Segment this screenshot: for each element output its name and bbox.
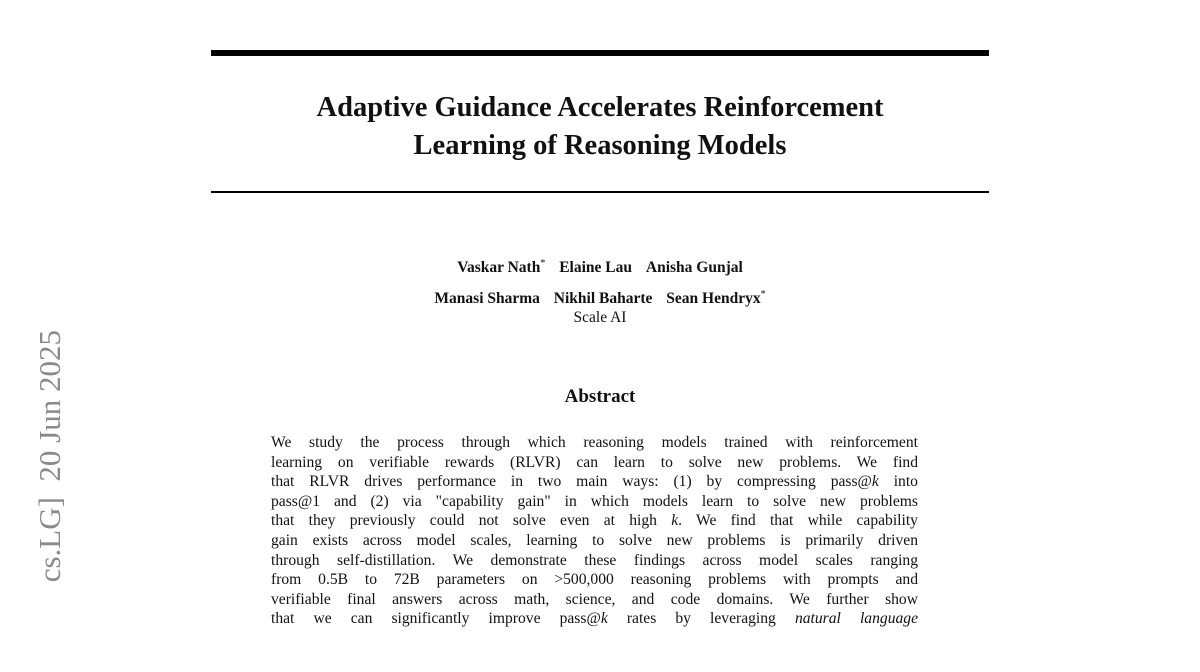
equal-contribution-mark: * xyxy=(540,258,546,269)
title-line: Adaptive Guidance Accelerates Reinforcement xyxy=(316,92,884,123)
title-bottom-rule xyxy=(211,191,989,193)
author xyxy=(666,290,765,307)
abstract-line: learning on verifiable rewards (RLVR) can learn to solve new problems. We find xyxy=(271,453,918,471)
author-list xyxy=(211,250,989,312)
author-name: Sean Hendryx xyxy=(666,290,761,308)
abstract-line: We study the process through which reasoning models trained with reinforcement xyxy=(271,434,918,451)
abstract-line: pass@1 and (2) via "capability gain" in which models learn to solve new problems xyxy=(271,492,918,510)
abstract-line: that they previously could not solve even at high k. We find that while capability xyxy=(271,512,918,530)
abstract-body xyxy=(271,433,918,629)
abstract-line: that RLVR drives performance in two main ways: (1) by compressing pass@k into xyxy=(271,473,918,491)
arxiv-stamp: cs.LG] 20 Jun 2025 xyxy=(32,330,67,583)
author xyxy=(457,259,545,276)
author-row xyxy=(211,281,989,312)
author: Elaine Lau xyxy=(559,259,632,277)
equal-contribution-mark: * xyxy=(760,289,766,301)
author: Anisha Gunjal xyxy=(645,259,743,277)
abstract-line: verifiable final answers across math, science, and code domains. We further show xyxy=(271,590,918,608)
abstract-line: through self-distillation. We demonstrate these findings across model scales ranging xyxy=(271,551,918,569)
abstract-line: that we can significantly improve pass@k rates by leveraging natural language xyxy=(271,610,919,628)
abstract-heading: Abstract xyxy=(564,386,636,407)
author-name: Vaskar Nath xyxy=(457,259,541,277)
author-row xyxy=(211,250,989,281)
affiliation: Scale AI xyxy=(573,309,627,326)
top-rule xyxy=(211,50,989,56)
author: Manasi Sharma xyxy=(434,290,540,308)
paper-title xyxy=(211,89,989,165)
author: Nikhil Baharte xyxy=(553,290,653,308)
abstract-line: gain exists across model scales, learning to solve new problems is primarily driven xyxy=(271,531,918,549)
abstract-line: from 0.5B to 72B parameters on >500,000 reasoning problems with prompts and xyxy=(271,571,918,589)
title-line: Learning of Reasoning Models xyxy=(413,130,787,161)
